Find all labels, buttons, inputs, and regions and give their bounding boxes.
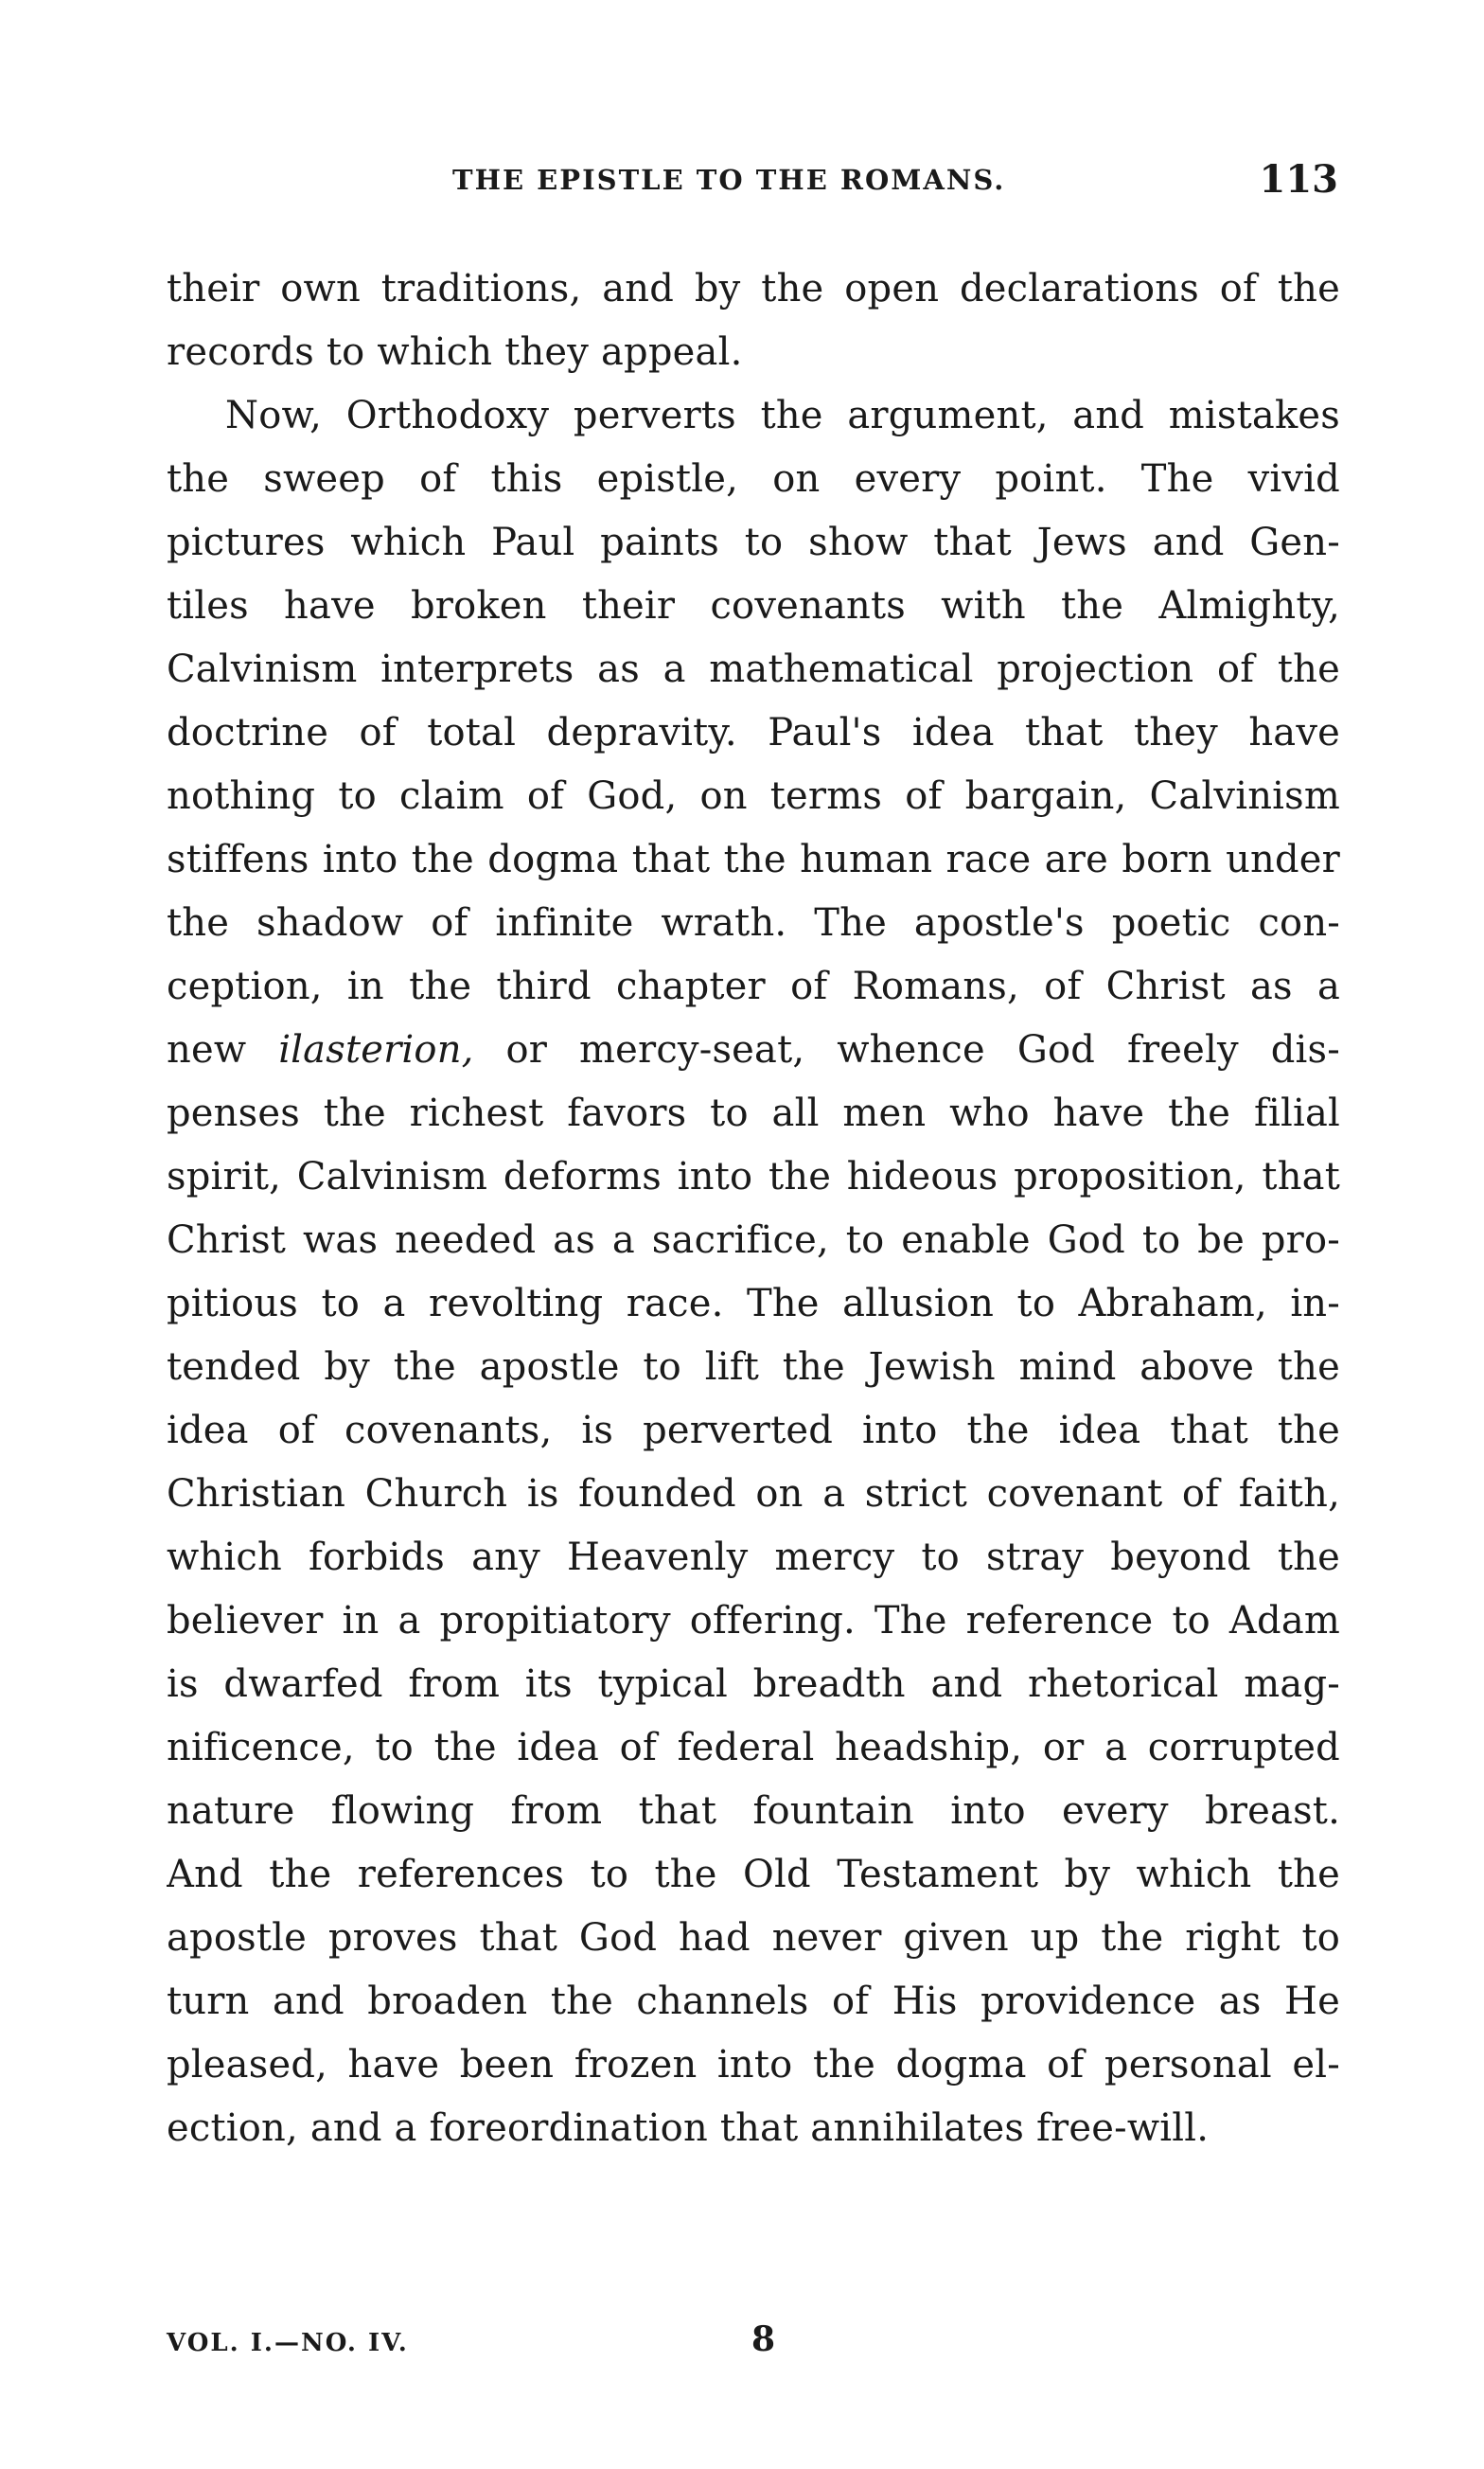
text-fragment: new <box>167 1028 279 1072</box>
text-line: ception, in the third chapter of Romans, of Christ as a <box>167 965 1340 1008</box>
text-line: nothing to claim of God, on terms of bargain, Calvinism <box>167 774 1340 818</box>
text-line: tended by the apostle to lift the Jewish mind above the <box>167 1345 1340 1389</box>
text-line: believer in a propitiatory offering. The reference to Adam <box>167 1599 1340 1643</box>
text-line: idea of covenants, is perverted into the idea that the <box>167 1409 1340 1452</box>
signature-mark: VOL. I.—NO. IV. <box>167 2329 409 2357</box>
text-line: the sweep of this epistle, on every point. The vivid <box>167 457 1340 501</box>
text-line: ection, and a foreordination that annihilates free-will. <box>167 2106 1210 2150</box>
text-line: which forbids any Heavenly mercy to stray beyond the <box>167 1536 1340 1579</box>
text-line-with-italic <box>167 1019 1340 1082</box>
text-line: doctrine of total depravity. Paul's idea that they have <box>167 711 1340 755</box>
text-line: And the references to the Old Testament by which the <box>167 1853 1340 1896</box>
text-line: nature flowing from that fountain into every breast. <box>167 1789 1340 1833</box>
text-line: Christ was needed as a sacrifice, to enable God to be pro- <box>167 1218 1340 1262</box>
text-line: penses the richest favors to all men who have the filial <box>167 1092 1340 1135</box>
running-title: THE EPISTLE TO THE ROMANS. <box>452 164 1006 196</box>
text-line: apostle proves that God had never given up the right to <box>167 1916 1340 1960</box>
text-line: Christian Church is founded on a strict covenant of faith, <box>167 1472 1340 1516</box>
text-line: records to which they appeal. <box>167 330 743 374</box>
text-line: Now, Orthodoxy perverts the argument, and mistakes <box>225 394 1340 437</box>
text-line: pleased, have been frozen into the dogma of personal el- <box>167 2043 1340 2087</box>
italic-term: ilasterion, <box>278 1028 474 1072</box>
text-line: nificence, to the idea of federal headship, or a corrupted <box>167 1726 1340 1769</box>
text-line: pitious to a revolting race. The allusion to Abraham, in- <box>167 1282 1340 1325</box>
text-line: tiles have broken their covenants with the Almighty, <box>167 584 1340 628</box>
text-line: Calvinism interprets as a mathematical projection of the <box>167 648 1340 691</box>
text-line: stiffens into the dogma that the human race are born under <box>167 838 1340 881</box>
text-line: the shadow of infinite wrath. The apostle's poetic con- <box>167 901 1340 945</box>
text-line: is dwarfed from its typical breadth and rhetorical mag- <box>167 1662 1340 1706</box>
text-line: spirit, Calvinism deforms into the hideous proposition, that <box>167 1155 1340 1199</box>
text-fragment: or mercy-seat, whence God freely dis- <box>473 1028 1340 1072</box>
page-number: 113 <box>1259 157 1338 202</box>
text-line: their own traditions, and by the open declarations of the <box>167 267 1340 311</box>
body-text <box>167 258 1340 2160</box>
text-line: turn and broaden the channels of His providence as He <box>167 1980 1340 2023</box>
sheet-number: 8 <box>751 2319 776 2359</box>
text-line: pictures which Paul paints to show that Jews and Gen- <box>167 521 1340 564</box>
